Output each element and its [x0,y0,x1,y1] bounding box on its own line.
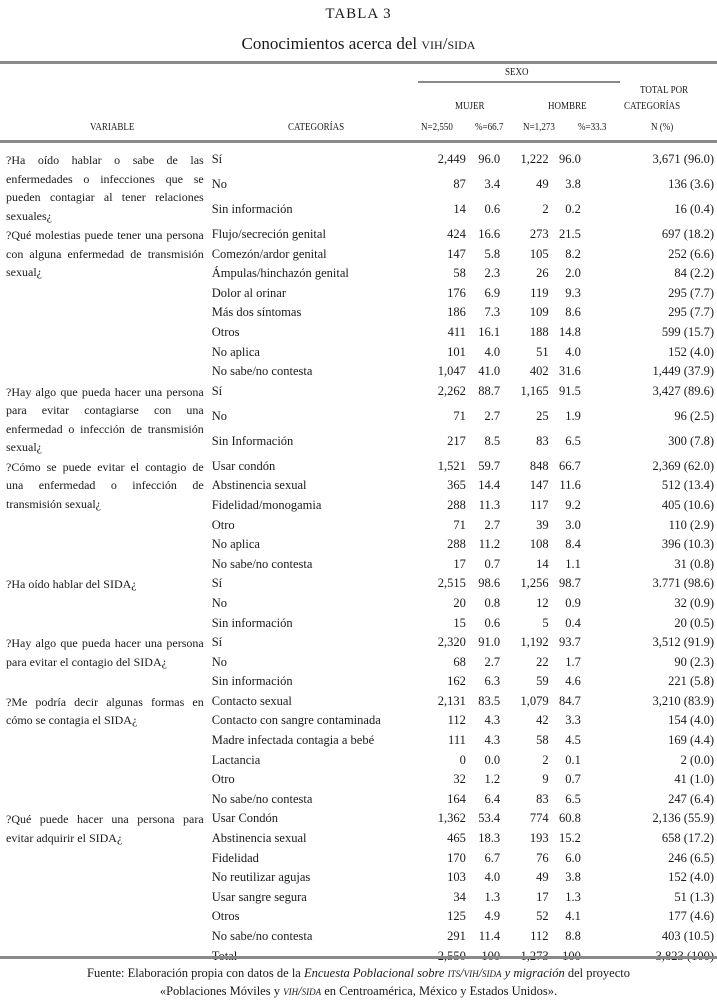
cell-mujer-pct: 4.9 [484,909,501,924]
cell-hombre-pct: 4.6 [565,674,581,689]
cell-mujer-n: 112 [447,713,466,728]
cell-total: 169 (4.4) [668,733,714,748]
cell-mujer-pct: 53.4 [478,811,501,826]
cell-total: 512 (13.4) [661,478,714,493]
cell-hombre-n: 1,256 [520,576,549,591]
cell-mujer-pct: 4.0 [484,344,501,359]
cell-mujer-n: 32 [453,772,466,787]
footer-text: Fuente: Elaboración propia con datos de la [87,966,304,980]
cell-hombre-n: 51 [536,344,549,359]
cell-category: No aplica [211,344,260,359]
header-hombre-pct: %=33.3 [578,121,607,133]
cell-total: 405 (10.6) [661,497,714,512]
cell-total: 221 (5.8) [668,674,714,689]
cell-mujer-pct: 2.3 [484,266,501,281]
cell-mujer-pct: 59.7 [478,458,501,473]
cell-category: No [211,654,227,669]
cell-total: 177 (4.6) [668,909,714,924]
cell-hombre-pct: 91.5 [558,383,581,398]
cell-category: Contacto sexual [211,693,292,708]
cell-hombre-pct: 96.0 [558,152,581,166]
cell-mujer-n: 34 [453,889,466,904]
cell-total: 3,427 (89.6) [652,383,714,398]
cell-hombre-n: 188 [529,324,549,339]
table-title [0,34,717,54]
cell-mujer-pct: 1.2 [484,772,501,787]
cell-mujer-pct: 2.7 [484,517,501,532]
cell-mujer-n: 170 [447,850,466,865]
cell-total: 295 (7.7) [668,305,714,320]
cell-hombre-pct: 0.4 [565,615,581,630]
cell-hombre-n: 147 [529,478,549,493]
cell-mujer-n: 71 [453,408,466,423]
cell-hombre-pct: 4.5 [565,733,581,748]
cell-hombre-n: 273 [529,227,549,241]
cell-hombre-pct: 0.9 [565,595,581,610]
header-mujer: MUJER [455,100,485,112]
cell-hombre-pct: 4.0 [565,344,581,359]
cell-hombre-pct: 0.1 [565,752,581,767]
top-rule [0,61,717,64]
cell-category: No sabe/no contesta [211,364,313,379]
cell-hombre-pct: 66.7 [558,458,581,473]
cell-total: 2,369 (62.0) [652,458,714,473]
cell-total: 96 (2.5) [674,408,714,423]
cell-total: 20 (0.5) [674,615,714,630]
cell-category: No [211,408,227,423]
cell-mujer-pct: 16.1 [478,324,501,339]
cell-category: Sí [211,152,223,166]
cell-mujer-pct: 0.6 [484,615,501,630]
cell-mujer-pct: 0.7 [484,556,501,571]
cell-mujer-n: 424 [447,227,466,241]
table-label: TABLA 3 [325,6,392,22]
cell-category: Otro [211,772,235,787]
cell-total: 295 (7.7) [668,285,714,300]
table-row [6,809,714,829]
variable-question: ?Hay algo que pueda hacer una persona para evitar el contagio del SIDA¿ [6,636,204,669]
table-row [6,574,714,594]
footer-survey-name: Encuesta Poblacional sobre [303,966,448,980]
cell-mujer-n: 15 [453,615,466,630]
cell-hombre-n: 14 [536,556,549,571]
cell-total: 599 (15.7) [661,324,714,339]
table-row [6,633,714,653]
cell-total: 136 (3.6) [668,177,714,191]
cell-total: 403 (10.5) [661,929,714,943]
footer-source-line1 [0,966,717,981]
cell-hombre-n: 774 [529,811,549,826]
cell-mujer-n: 176 [447,285,466,300]
cell-hombre-pct: 3.8 [565,870,581,885]
cell-total: 252 (6.6) [668,246,714,261]
cell-mujer-n: 20 [453,595,466,610]
cell-hombre-pct: 0.2 [565,202,581,216]
footer-acronym: vih/sida [283,984,322,998]
cell-mujer-pct: 41.0 [478,364,501,379]
table-row [6,692,714,712]
cell-hombre-n: 26 [536,266,549,281]
cell-mujer-n: 17 [453,556,466,571]
footer-acronym: its/vih/sida [447,966,502,980]
cell-hombre-n: 109 [529,305,549,320]
cell-mujer-n: 411 [447,324,466,339]
cell-category: Sin información [211,674,293,689]
cell-mujer-n: 14 [453,202,466,216]
cell-mujer-pct: 7.3 [484,305,501,320]
cell-mujer-n: 68 [453,654,466,669]
table-row [6,457,714,477]
cell-hombre-pct: 1.7 [565,654,581,669]
footer-text: en Centroamérica, México y Estados Unidos». [321,984,558,998]
cell-mujer-n: 2,320 [437,635,466,650]
cell-mujer-pct: 2.7 [484,408,501,423]
cell-hombre-n: 39 [536,517,549,532]
header-variable: VARIABLE [90,121,135,133]
cell-mujer-n: 71 [453,517,466,532]
cell-category: Abstinencia sexual [211,478,307,493]
cell-hombre-pct: 1.9 [565,408,581,423]
cell-mujer-n: 125 [447,909,466,924]
cell-mujer-pct: 6.3 [484,674,501,689]
cell-category: Abstinencia sexual [211,831,307,846]
variable-question: ?Ha oído hablar o sabe de las enfermedades o infecciones que se pueden contagiar al tener relaciones sexuales¿ [6,153,204,223]
cell-mujer-n: 2,449 [437,152,466,166]
cell-total: 41 (1.0) [674,772,714,787]
footer-source-line2 [0,984,717,999]
cell-hombre-pct: 3.8 [565,177,581,191]
cell-mujer-pct: 6.4 [484,791,501,806]
cell-mujer-pct: 8.5 [484,433,501,448]
cell-mujer-n: 1,362 [437,811,466,826]
cell-total: 32 (0.9) [674,595,714,610]
cell-mujer-n: 465 [447,831,466,846]
cell-hombre-pct: 8.8 [565,929,581,943]
cell-total: 2 (0.0) [680,752,714,767]
cell-mujer-n: 162 [447,674,466,689]
cell-hombre-n: 52 [536,909,549,924]
cell-hombre-pct: 11.6 [559,478,581,493]
cell-total: 3,512 (91.9) [652,635,714,650]
cell-category: Fidelidad [211,850,259,865]
table-row [6,225,714,245]
cell-mujer-n: 101 [447,344,466,359]
cell-mujer-pct: 6.9 [484,285,501,300]
variable-question: ?Qué molestias puede tener una persona con alguna enfermedad de transmisión sexual¿ [6,228,204,279]
cell-hombre-pct: 8.6 [565,305,581,320]
cell-hombre-n: 22 [536,654,549,669]
cell-hombre-n: 12 [536,595,549,610]
cell-mujer-n: 58 [453,266,466,281]
cell-hombre-n: 83 [536,791,549,806]
cell-mujer-n: 2,262 [437,383,466,398]
cell-category: Lactancia [211,752,261,767]
cell-total: 1,449 (37.9) [652,364,714,379]
footer-text: «Poblaciones Móviles y [159,984,284,998]
cell-mujer-pct: 4.0 [484,870,501,885]
cell-category: Otro [211,517,235,532]
cell-category: Fidelidad/monogamia [211,497,322,512]
cell-hombre-n: 1,165 [520,383,549,398]
cell-hombre-n: 105 [529,246,549,261]
data-table [6,150,714,966]
cell-total: 247 (6.4) [668,791,714,806]
cell-total: 3,671 (96.0) [652,152,714,166]
cell-hombre-n: 117 [530,497,549,512]
cell-hombre-pct: 4.1 [565,909,581,924]
title-text: Conocimientos acerca del [241,34,418,53]
cell-hombre-n: 112 [530,929,549,943]
cell-category: Sí [211,635,223,650]
cell-total: 2,136 (55.9) [652,811,714,826]
cell-mujer-pct: 14.4 [478,478,501,493]
cell-category: No sabe/no contesta [211,791,313,806]
cell-mujer-pct: 6.7 [484,850,501,865]
cell-hombre-pct: 31.6 [558,364,581,379]
cell-mujer-pct: 88.7 [478,383,501,398]
cell-hombre-n: 58 [536,733,549,748]
cell-category: No reutilizar agujas [211,870,311,885]
footer-text: del proyecto [564,966,630,980]
cell-category: Otros [211,324,240,339]
cell-mujer-pct: 0.8 [484,595,501,610]
cell-category: No [211,595,227,610]
cell-category: Dolor al orinar [211,285,286,300]
cell-category: Madre infectada contagia a bebé [211,733,375,748]
cell-mujer-pct: 11.3 [478,497,501,512]
cell-category: No [211,177,227,191]
sexo-rule [418,81,620,83]
bottom-rule [0,956,717,959]
cell-mujer-pct: 4.3 [484,713,501,728]
header-sexo: SEXO [505,66,529,78]
cell-mujer-pct: 96.0 [478,152,501,166]
cell-category: Sí [211,383,223,398]
cell-total: 658 (17.2) [661,831,714,846]
cell-category: Sin información [211,202,293,216]
cell-hombre-n: 2 [542,202,549,216]
cell-hombre-pct: 9.2 [565,497,581,512]
cell-mujer-pct: 3.4 [484,177,501,191]
cell-mujer-n: 87 [453,177,466,191]
cell-hombre-n: 848 [529,458,549,473]
cell-mujer-n: 111 [448,733,466,748]
cell-hombre-n: 59 [536,674,549,689]
cell-hombre-pct: 2.0 [565,266,581,281]
cell-mujer-n: 1,047 [437,364,466,379]
cell-mujer-n: 288 [447,497,466,512]
cell-mujer-n: 164 [447,791,466,806]
variable-question: ?Cómo se puede evitar el contagio de una enfermedad o infección de transmisión sexual¿ [6,459,204,511]
cell-mujer-n: 291 [447,929,466,943]
cell-total: 3.771 (98.6) [652,576,714,591]
cell-mujer-pct: 16.6 [478,227,501,241]
cell-category: Sin información [211,615,293,630]
cell-category: Flujo/secreción genital [211,227,326,241]
cell-hombre-pct: 8.2 [565,246,581,261]
header-mujer-pct: %=66.7 [475,121,504,133]
cell-mujer-pct: 11.4 [478,929,501,943]
cell-hombre-n: 108 [529,537,549,552]
title-acronym: vih/sida [421,34,476,53]
cell-hombre-n: 5 [542,615,549,630]
cell-total: 246 (6.5) [668,850,714,865]
cell-category: Usar Condón [211,811,279,826]
cell-hombre-n: 42 [536,713,549,728]
cell-hombre-n: 49 [536,177,549,191]
cell-hombre-n: 119 [530,285,549,300]
cell-total: 51 (1.3) [674,889,714,904]
header-mujer-n: N=2,550 [421,121,453,133]
cell-hombre-n: 83 [536,433,549,448]
cell-hombre-n: 1,079 [520,693,549,708]
cell-total: 152 (4.0) [668,870,714,885]
cell-mujer-pct: 0.0 [484,752,501,767]
cell-hombre-pct: 98.7 [558,576,581,591]
cell-hombre-pct: 6.5 [565,791,581,806]
cell-total: 16 (0.4) [674,202,714,216]
cell-mujer-n: 288 [447,537,466,552]
cell-hombre-n: 1,222 [520,152,549,166]
cell-hombre-n: 402 [529,364,549,379]
cell-mujer-pct: 0.6 [484,202,501,216]
cell-mujer-n: 0 [459,752,466,767]
cell-mujer-n: 103 [447,870,466,885]
cell-mujer-pct: 5.8 [484,246,501,261]
cell-total: 152 (4.0) [668,344,714,359]
cell-hombre-n: 193 [529,831,549,846]
cell-hombre-pct: 1.1 [565,556,581,571]
cell-hombre-pct: 15.2 [558,831,581,846]
cell-category: No sabe/no contesta [211,929,313,943]
header-total-line1: TOTAL POR [640,84,689,96]
variable-question: ?Qué puede hacer una persona para evitar adquirir el SIDA¿ [6,812,204,845]
cell-mujer-pct: 83.5 [478,693,501,708]
cell-total: 110 (2.9) [668,517,714,532]
cell-total: 154 (4.0) [668,713,714,728]
cell-category: Usar condón [211,458,276,473]
cell-mujer-n: 1,521 [437,458,466,473]
header-categorias: CATEGORÍAS [288,121,345,133]
header-total-line2: CATEGORÍAS [624,100,681,112]
cell-mujer-pct: 4.3 [484,733,501,748]
table-row [6,382,714,407]
cell-hombre-pct: 6.0 [565,850,581,865]
cell-category: Usar sangre segura [211,889,307,904]
cell-mujer-pct: 11.2 [478,537,501,552]
cell-hombre-pct: 9.3 [565,285,581,300]
cell-total: 90 (2.3) [674,654,714,669]
header-hombre-n: N=1,273 [523,121,555,133]
cell-hombre-pct: 3.3 [565,713,581,728]
header-hombre: HOMBRE [548,100,587,112]
variable-question: ?Me podría decir algunas formas en cómo se contagia el SIDA¿ [6,694,204,728]
cell-total: 3,210 (83.9) [652,693,714,708]
cell-total: 31 (0.8) [674,556,714,571]
cell-hombre-n: 1,192 [520,635,549,650]
variable-question: ?Ha oído hablar del SIDA¿ [6,577,137,592]
cell-hombre-n: 49 [536,870,549,885]
cell-category: Contacto con sangre contaminada [211,713,381,728]
cell-category: Más dos síntomas [211,305,302,320]
cell-hombre-pct: 84.7 [558,693,581,708]
cell-hombre-pct: 8.4 [565,537,581,552]
cell-category: No aplica [211,537,260,552]
cell-category: Comezón/ardor genital [211,246,327,261]
table-row [6,150,714,175]
variable-question: ?Hay algo que pueda hacer una persona para evitar contagiarse con una enfermedad o infección de transmisión sexual¿ [6,384,204,455]
cell-category: No sabe/no contesta [211,556,313,571]
cell-total: 697 (18.2) [661,227,714,241]
cell-total: 396 (10.3) [661,537,714,552]
cell-mujer-n: 365 [447,478,466,493]
cell-hombre-n: 9 [542,772,549,787]
cell-category: Otros [211,909,240,924]
cell-mujer-n: 217 [447,433,466,448]
cell-mujer-n: 2,515 [437,576,466,591]
cell-hombre-pct: 60.8 [558,811,581,826]
cell-mujer-pct: 18.3 [478,831,501,846]
cell-mujer-pct: 1.3 [484,889,501,904]
cell-mujer-n: 2,131 [437,693,466,708]
cell-mujer-pct: 91.0 [478,635,501,650]
cell-mujer-n: 186 [447,305,466,320]
cell-hombre-n: 25 [536,408,549,423]
cell-category: Sin Información [211,433,294,448]
cell-hombre-pct: 0.7 [565,772,581,787]
header-total-line3: N (%) [651,121,674,133]
cell-total: 300 (7.8) [668,433,714,448]
cell-hombre-pct: 21.5 [558,227,581,241]
cell-mujer-pct: 98.6 [478,576,501,591]
cell-hombre-n: 76 [536,850,549,865]
cell-category: Sí [211,576,223,591]
cell-hombre-pct: 93.7 [558,635,581,650]
cell-hombre-pct: 14.8 [558,324,581,339]
header-rule [0,140,717,143]
cell-total: 84 (2.2) [674,266,714,281]
cell-hombre-pct: 1.3 [565,889,581,904]
cell-hombre-pct: 3.0 [565,517,581,532]
cell-hombre-n: 2 [542,752,549,767]
cell-mujer-n: 147 [447,246,466,261]
cell-hombre-pct: 6.5 [565,433,581,448]
cell-mujer-pct: 2.7 [484,654,501,669]
footer-survey-name-end: y migración [501,966,565,980]
cell-hombre-n: 17 [536,889,549,904]
cell-category: Ámpulas/hinchazón genital [211,266,349,281]
